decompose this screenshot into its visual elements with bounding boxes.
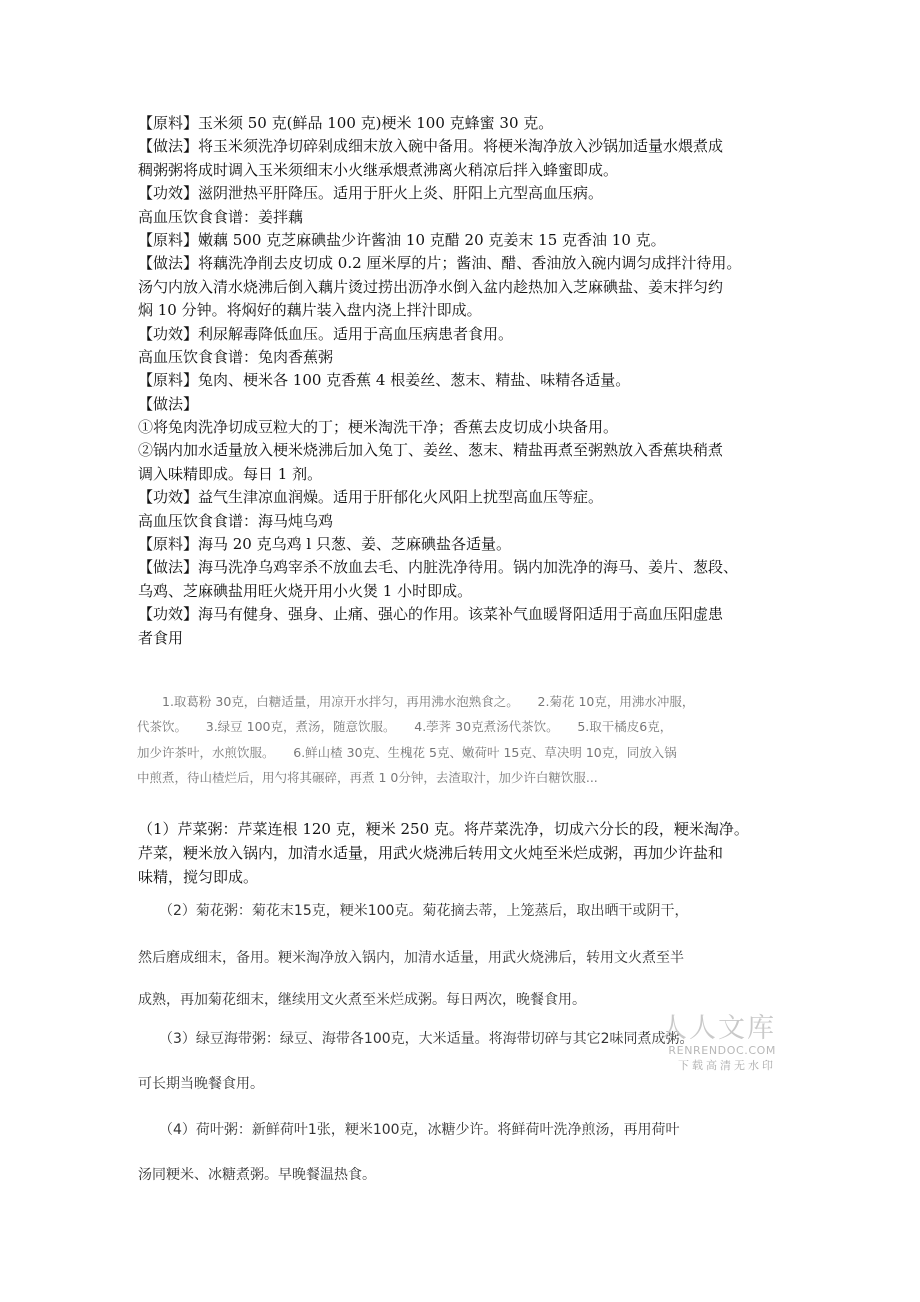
text-line: （2）菊花粥：菊花末15克，粳米100克。菊花摘去蒂，上笼蒸后，取出晒干或阴干， bbox=[138, 903, 689, 919]
recipe-title: 高血压饮食食谱：姜拌藕 bbox=[138, 207, 304, 226]
text-line: （4）荷叶粥：新鲜荷叶1张，粳米100克，冰糖少许。将鲜荷叶洗净煎汤，再用荷叶 bbox=[138, 1122, 680, 1138]
celery-porridge-section bbox=[138, 817, 798, 889]
text-line: 【功效】海马有健身、强身、止痛、强心的作用。该菜补气血暖肾阳适用于高血压阳虚患 bbox=[138, 605, 724, 624]
text-line: 【做法】海马洗净乌鸡宰杀不放血去毛、内脏洗净待用。锅内加洗净的海马、姜片、葱段、 bbox=[138, 558, 739, 577]
text-line: 【原料】玉米须 50 克(鲜品 100 克)梗米 100 克蜂蜜 30 克。 bbox=[138, 114, 554, 132]
text-line: 【做法】将藕洗净削去皮切成 0.2 厘米厚的片；酱油、醋、香油放入碗内调匀成拌汁待用。 bbox=[138, 254, 742, 273]
watermark-slogan: 下载高清无水印 bbox=[678, 1059, 776, 1072]
text-line: 【做法】将玉米须洗净切碎剁成细末放入碗中备用。将梗米淘净放入沙锅加适量水煨煮成 bbox=[138, 137, 724, 156]
text-line: 成熟，再加菊花细末，继续用文火煮至米烂成粥。每日两次，晚餐食用。 bbox=[138, 992, 586, 1008]
text-line: 代茶饮。 3.绿豆 100克，煮汤，随意饮服。 4.荸荠 30克煮汤代茶饮。 5.取干橘皮6克， bbox=[137, 719, 673, 735]
text-line: 然后磨成细末，备用。粳米淘净放入锅内，加清水适量，用武火烧沸后，转用文火煮至半 bbox=[138, 950, 684, 966]
text-line: 【原料】嫩藕 500 克芝麻碘盐少许酱油 10 克醋 20 克姜末 15 克香油 10 克。 bbox=[138, 230, 666, 249]
watermark-logo-text: 人人文库 bbox=[660, 1013, 776, 1044]
text-line: 稠粥粥将成时调入玉米须细末小火继承煨煮沸离火稍凉后拌入蜂蜜即成。 bbox=[138, 160, 619, 179]
tea-remedies-section bbox=[137, 689, 809, 790]
text-line: 汤勺内放入清水烧沸后倒入藕片烫过捞出沥净水倒入盆内趁热加入芝麻碘盐、姜末拌匀约 bbox=[138, 277, 724, 296]
text-line: 【功效】利尿解毒降低血压。适用于高血压病患者食用。 bbox=[138, 324, 514, 343]
text-line: 【做法】 bbox=[138, 394, 199, 413]
text-line: 【原料】兔肉、梗米各 100 克香蕉 4 根姜丝、葱末、精盐、味精各适量。 bbox=[138, 371, 631, 390]
text-line: 【功效】滋阴泄热平肝降压。适用于肝火上炎、肝阳上亢型高血压病。 bbox=[138, 184, 604, 203]
text-line: 焖 10 分钟。将焖好的藕片装入盘内浇上拌汁即成。 bbox=[138, 301, 482, 320]
text-line: 【功效】益气生津凉血润燥。适用于肝郁化火风阳上扰型高血压等症。 bbox=[138, 488, 604, 507]
watermark-url: RENRENDOC.COM bbox=[668, 1044, 776, 1057]
text-line: （3）绿豆海带粥：绿豆、海带各100克，大米适量。将海带切碎与其它2味同煮成粥。 bbox=[138, 1031, 694, 1047]
text-line: 中煎煮，待山楂烂后，用勺将其碾碎，再煮 1 0分钟，去渣取汁，加少许白糖饮服... bbox=[137, 769, 598, 785]
recipe-title: 高血压饮食食谱：兔肉香蕉粥 bbox=[138, 347, 334, 366]
text-line: 者食用 bbox=[138, 628, 184, 647]
text-line: 味精，搅匀即成。 bbox=[138, 868, 259, 886]
text-line: 乌鸡、芝麻碘盐用旺火烧开用小火煲 1 小时即成。 bbox=[138, 581, 473, 600]
text-line: 调入味精即成。每日 1 剂。 bbox=[138, 464, 323, 483]
text-line: ①将兔肉洗净切成豆粒大的丁；梗米淘洗干净；香蕉去皮切成小块备用。 bbox=[138, 418, 619, 437]
text-line: 可长期当晚餐食用。 bbox=[138, 1076, 264, 1092]
text-line: 芹菜，粳米放入锅内，加清水适量，用武火烧沸后转用文火炖至米烂成粥，再加少许盐和 bbox=[138, 844, 724, 862]
text-line: 1.取葛粉 30克，白糖适量，用凉开水拌匀，再用沸水泡熟食之。 2.菊花 10克，用沸水冲服， bbox=[137, 694, 695, 709]
recipe-title: 高血压饮食食谱：海马炖乌鸡 bbox=[138, 511, 334, 530]
text-line: ②锅内加水适量放入梗米烧沸后加入兔丁、姜丝、葱末、精盐再煮至粥熟放入香蕉块稍煮 bbox=[138, 441, 724, 460]
text-line: （1）芹菜粥：芹菜连根 120 克，粳米 250 克。将芹菜洗净，切成六分长的段，粳米淘净。 bbox=[138, 820, 749, 838]
text-line: 加少许茶叶，水煎饮服。 6.鲜山楂 30克、生槐花 5克、嫩荷叶 15克、草决明 10克，同放入锅 bbox=[137, 744, 677, 760]
text-line: 汤同粳米、冰糖煮粥。早晚餐温热食。 bbox=[138, 1167, 376, 1183]
recipe-section-main bbox=[138, 112, 798, 650]
text-line: 【原料】海马 20 克乌鸡 l 只葱、姜、芝麻碘盐各适量。 bbox=[138, 535, 511, 554]
